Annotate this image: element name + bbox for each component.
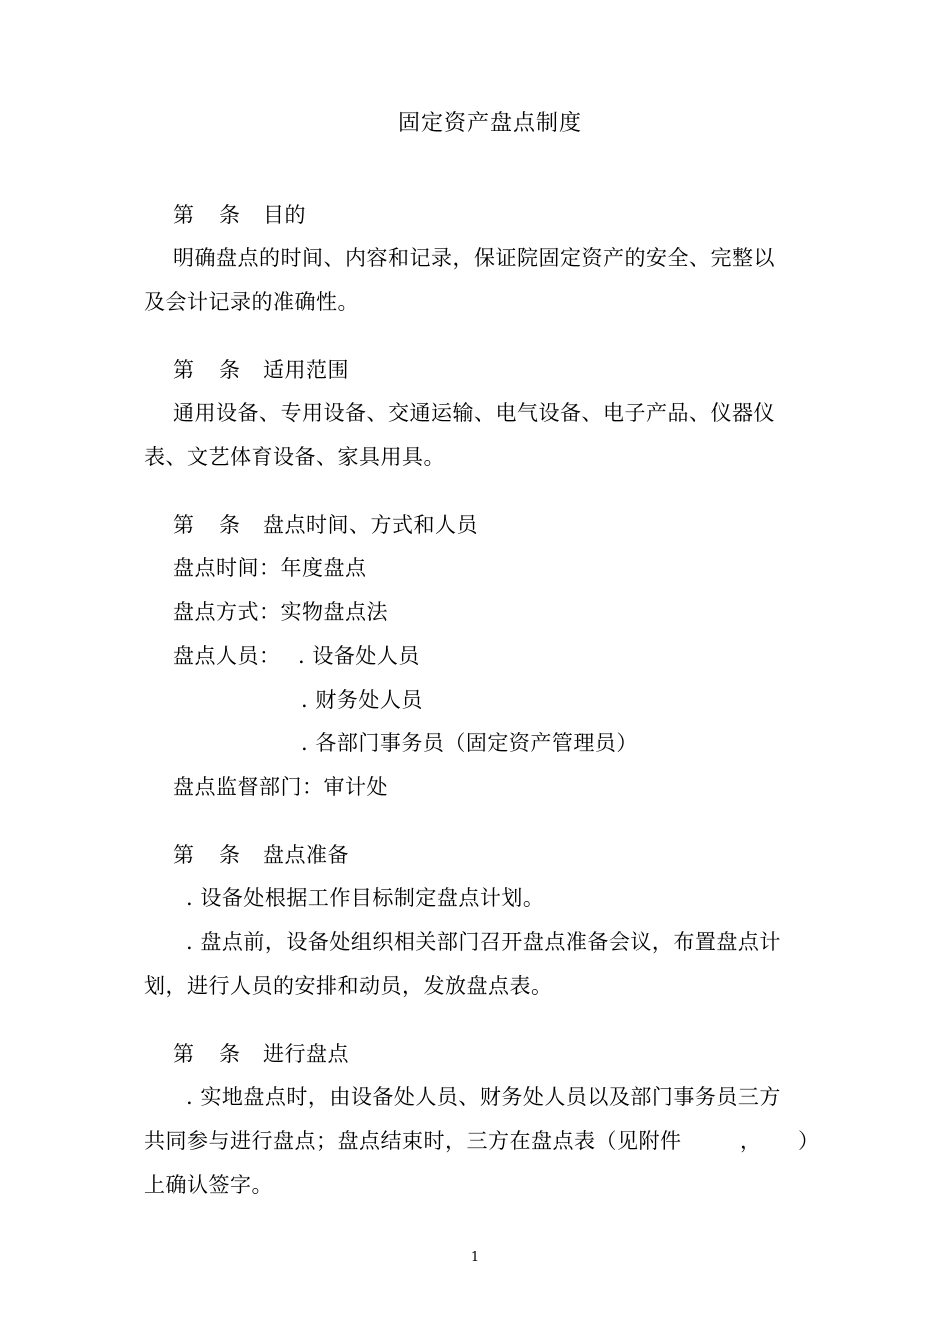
section-mid: 条 <box>219 513 241 537</box>
section-prefix: 第 <box>173 1042 195 1066</box>
section-name: 目的 <box>263 203 306 227</box>
section-heading-purpose <box>173 199 306 229</box>
list-item: . 实地盘点时，由设备处人员、财务处人员以及部门事务员三方 <box>186 1085 781 1109</box>
list-item: . 盘点前，设备处组织相关部门召开盘点准备会议，布置盘点计 <box>186 930 781 954</box>
section-mid: 条 <box>219 203 241 227</box>
inventory-method: 盘点方式：实物盘点法 <box>173 600 388 624</box>
section-heading-scope <box>173 354 349 384</box>
list-item-continuation: 划，进行人员的安排和动员，发放盘点表。 <box>144 974 553 998</box>
section-prefix: 第 <box>173 513 195 537</box>
section-mid: 条 <box>219 358 241 382</box>
list-item-continuation: 共同参与进行盘点；盘点结束时，三方在盘点表（见附件 <box>144 1129 682 1153</box>
section-prefix: 第 <box>173 358 195 382</box>
paragraph-line: 明确盘点的时间、内容和记录，保证院固定资产的安全、完整以 <box>173 246 775 270</box>
section-heading-conduct <box>173 1038 349 1068</box>
supervisor-department: 盘点监督部门：审计处 <box>173 775 388 799</box>
page-number: 1 <box>470 1250 480 1265</box>
section-heading-preparation <box>173 839 349 869</box>
staff-item: . 设备处人员 <box>298 644 420 668</box>
document-title: 固定资产盘点制度 <box>397 111 582 136</box>
inventory-time: 盘点时间：年度盘点 <box>173 556 367 580</box>
attachment-close: ） <box>798 1129 820 1153</box>
staff-item: . 财务处人员 <box>301 688 423 712</box>
section-prefix: 第 <box>173 203 195 227</box>
section-mid: 条 <box>219 1042 241 1066</box>
section-mid: 条 <box>219 843 241 867</box>
staff-item: . 各部门事务员（固定资产管理员） <box>301 731 638 755</box>
section-heading-time-method-staff <box>173 509 478 539</box>
attachment-separator: ， <box>740 1129 762 1153</box>
paragraph-line: 通用设备、专用设备、交通运输、电气设备、电子产品、仪器仪 <box>173 401 775 425</box>
paragraph-line: 表、文艺体育设备、家具用具。 <box>144 445 445 469</box>
section-name: 适用范围 <box>263 358 349 382</box>
section-name: 盘点准备 <box>263 843 349 867</box>
list-item-continuation: 上确认签字。 <box>144 1173 273 1197</box>
section-name: 进行盘点 <box>263 1042 349 1066</box>
list-item: . 设备处根据工作目标制定盘点计划。 <box>186 886 545 910</box>
section-name: 盘点时间、方式和人员 <box>263 513 478 537</box>
inventory-staff-label: 盘点人员： <box>173 644 281 668</box>
section-prefix: 第 <box>173 843 195 867</box>
paragraph-line: 及会计记录的准确性。 <box>144 290 359 314</box>
